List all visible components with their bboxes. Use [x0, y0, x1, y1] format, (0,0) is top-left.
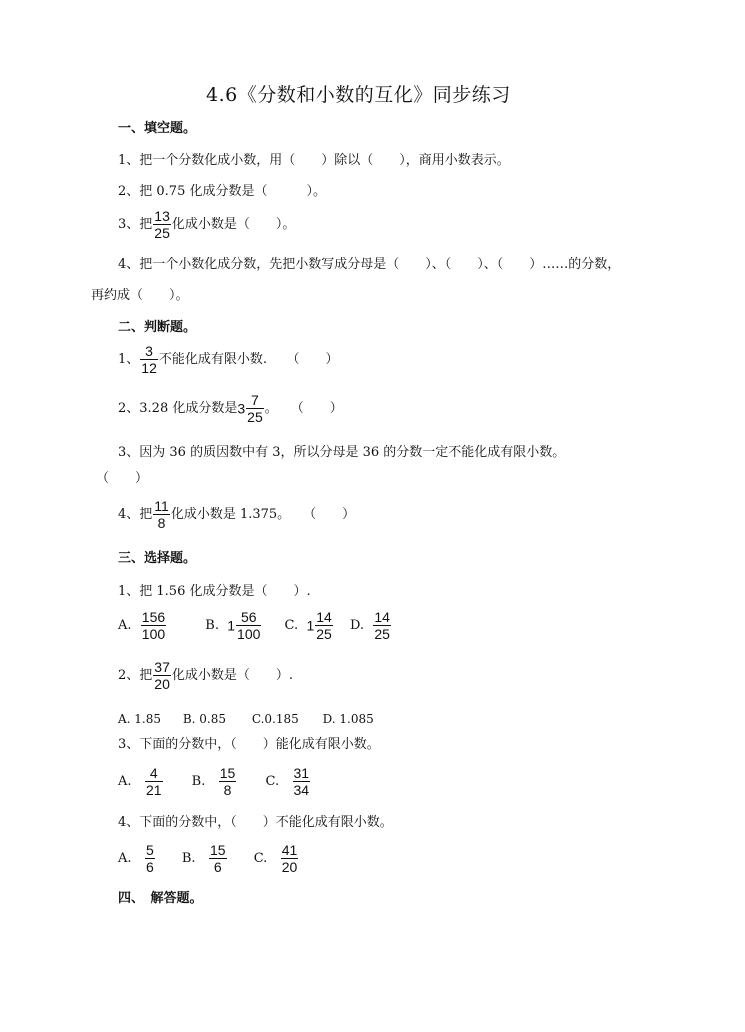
option-c [265, 766, 311, 797]
question-2-3-line2: （ ） [96, 471, 149, 486]
question-3-1-options [118, 610, 392, 641]
question-1-3 [118, 209, 295, 240]
question-2-4 [118, 499, 355, 530]
denominator: 20 [154, 676, 170, 692]
fraction [373, 610, 391, 641]
question-text: 不能化成有限小数. （ ） [158, 352, 339, 367]
fraction [315, 610, 333, 641]
numerator: 15 [209, 842, 226, 858]
numerator: 14 [374, 609, 390, 625]
denominator: 100 [237, 626, 261, 642]
fraction [140, 344, 158, 375]
question-text: 化成小数是（ ）。 [171, 217, 296, 232]
page-title: 4.6《分数和小数的互化》同步练习 [206, 84, 511, 106]
option-label: B. [191, 774, 206, 789]
denominator: 8 [157, 515, 166, 531]
denominator: 34 [293, 782, 310, 798]
question-1-1: 1、把一个分数化成小数，用（ ）除以（ ），商用小数表示。 [118, 153, 510, 168]
denominator: 25 [374, 626, 390, 642]
option-label: A. [118, 851, 132, 866]
whole-number: 3 [237, 400, 246, 417]
question-3-1: 1、把 1.56 化成分数是（ ）. [118, 584, 311, 599]
question-text: 。 （ ） [264, 401, 343, 416]
option-label: B. [181, 851, 196, 866]
fraction [145, 766, 163, 797]
question-text: 化成小数是（ ）. [171, 668, 293, 683]
option-b [205, 610, 262, 641]
denominator: 8 [223, 782, 232, 798]
fraction [281, 843, 299, 874]
question-3-4-options [118, 843, 299, 874]
numerator: 156 [141, 609, 166, 625]
numerator: 37 [154, 659, 170, 675]
option-a [118, 610, 167, 641]
fraction [153, 499, 170, 530]
fraction [153, 209, 171, 240]
option-label: C. [265, 774, 280, 789]
option-b: B. 0.85 [182, 712, 227, 726]
question-text: 3、把 [118, 217, 153, 232]
option-b [192, 766, 238, 797]
denominator: 6 [145, 859, 154, 875]
option-label: B. [205, 618, 219, 633]
whole-number: 1 [306, 617, 315, 634]
question-3-3: 3、下面的分数中，（ ）能化成有限小数。 [118, 737, 380, 752]
numerator: 14 [316, 609, 332, 625]
question-3-2-options [118, 711, 374, 727]
fraction [209, 843, 227, 874]
question-3-3-options [118, 766, 311, 797]
fraction [219, 766, 237, 797]
option-d: D. 1.085 [322, 712, 374, 726]
numerator: 13 [154, 208, 170, 224]
fraction [141, 610, 166, 641]
question-text: 1、 [118, 352, 140, 367]
option-label: D. [349, 618, 365, 633]
denominator: 20 [281, 859, 298, 875]
question-2-3-line1: 3、因为 36 的质因数中有 3，所以分母是 36 的分数一定不能化成有限小数。 [118, 445, 566, 460]
question-1-4-line2: 再约成（ ）。 [91, 288, 189, 303]
section-heading-fill-in: 一、填空题。 [118, 121, 197, 136]
denominator: 21 [145, 782, 162, 798]
question-text: 2、把 [118, 668, 153, 683]
question-3-2 [118, 660, 293, 691]
option-d [350, 610, 392, 641]
denominator: 100 [141, 626, 166, 642]
fraction [236, 610, 261, 641]
option-label: A. [118, 774, 132, 789]
option-c [285, 610, 334, 641]
question-3-4: 4、下面的分数中，（ ）不能化成有限小数。 [118, 815, 393, 830]
option-c [254, 843, 300, 874]
denominator: 25 [247, 409, 263, 425]
section-heading-multiple-choice: 三、选择题。 [118, 551, 197, 566]
question-1-2: 2、把 0.75 化成分数是（ ）。 [118, 184, 326, 199]
fraction [153, 660, 171, 691]
numerator: 31 [293, 765, 310, 781]
option-c: C.0.185 [251, 712, 299, 726]
whole-number: 1 [227, 617, 236, 634]
fraction [145, 843, 155, 874]
numerator: 3 [140, 344, 158, 360]
numerator: 4 [145, 766, 163, 782]
question-text: 2、3.28 化成分数是 [118, 401, 238, 416]
denominator: 25 [154, 225, 170, 241]
option-a: A. 1.85 [118, 712, 162, 726]
question-text: 4、把 [118, 507, 153, 522]
question-1-4-line1: 4、把一个小数化成分数，先把小数写成分母是（ ）、（ ）、（ ）……的分数， [118, 257, 621, 272]
numerator: 41 [281, 842, 298, 858]
denominator: 6 [213, 859, 222, 875]
denominator: 25 [316, 626, 332, 642]
option-label: C. [284, 618, 299, 633]
question-2-1 [118, 344, 339, 375]
option-label: A. [118, 618, 132, 633]
option-b [182, 843, 228, 874]
numerator: 7 [246, 393, 264, 409]
question-2-2 [118, 393, 343, 424]
question-text: 化成小数是 1.375。 （ ） [170, 507, 356, 522]
section-heading-true-false: 二、判断题。 [118, 320, 197, 335]
denominator: 12 [141, 360, 157, 376]
numerator: 15 [219, 765, 236, 781]
option-a [118, 766, 164, 797]
option-label: C. [253, 851, 268, 866]
section-heading-answer: 四、 解答题。 [118, 891, 203, 906]
numerator: 11 [154, 498, 169, 514]
option-a [118, 843, 156, 874]
fraction [293, 766, 311, 797]
numerator: 5 [145, 842, 154, 858]
fraction [246, 393, 264, 424]
numerator: 56 [236, 610, 261, 626]
